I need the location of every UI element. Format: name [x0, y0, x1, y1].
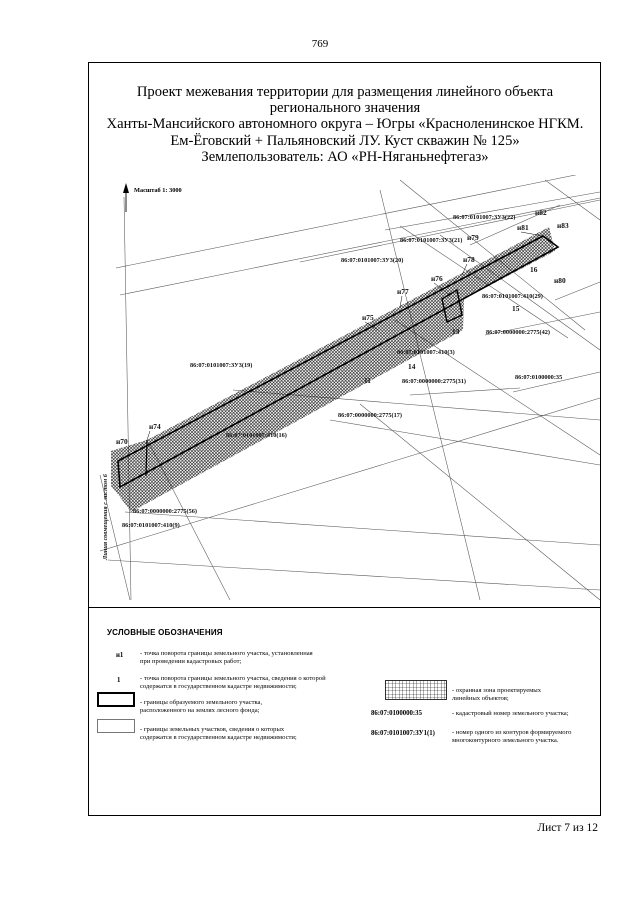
legend-text: - точка поворота границы земельного участка, установленная при проведении кадастровых работ; [140, 650, 313, 666]
point-label: 15 [512, 304, 520, 313]
point-label: н79 [467, 233, 479, 242]
legend-text: - границы образуемого земельного участка, расположенного на землях лесного фонда; [140, 699, 263, 715]
legend-text: - границы земельных участков, сведения о которых содержатся в государственном кадастре недвижимости; [140, 726, 297, 742]
point-label: н81 [517, 223, 529, 232]
map-scale: Масштаб 1: 3000 [134, 187, 182, 194]
point-label: 11 [364, 376, 371, 385]
title-line: Ханты-Мансийского автономного округа – Югры «Красноленинское НГКМ. [106, 116, 584, 133]
cadastral-map [89, 175, 601, 607]
title-line: Проект межевания территории для размещения линейного объекта [136, 84, 554, 100]
point-label: 16 [530, 265, 538, 274]
sheet-join-note: Линия совмещения с листом 6 [102, 474, 109, 560]
point-label: н83 [557, 221, 569, 230]
parcel-label: 86:07:0101007:ЗУ3(21) [400, 237, 463, 244]
point-label: н74 [149, 422, 161, 431]
parcel-label: 86:07:0000000:2775(17) [338, 412, 403, 419]
point-label: н75 [362, 313, 374, 322]
parcel-label: 86:07:0000000:2775(31) [402, 378, 467, 385]
legend-text: - кадастровый номер земельного участка; [452, 710, 569, 717]
point-label: н70 [116, 437, 128, 446]
legend-title: УСЛОВНЫЕ ОБОЗНАЧЕНИЯ [107, 628, 223, 637]
point-label: 13 [452, 327, 460, 336]
legend-symbol-contour-number: 86:07:0101007:ЗУ1(1) [371, 730, 435, 737]
point-label: 14 [408, 362, 416, 371]
parcel-label: 86:07:0000000:2775(56) [133, 508, 198, 515]
point-label: н77 [397, 287, 409, 296]
parcel-label: 86:07:0101007:410(29) [482, 293, 543, 300]
point-label: н80 [554, 276, 566, 285]
legend-symbol-new-point: н1 [116, 652, 124, 659]
legend-text: - охранная зона проектируемых линейных объектов; [452, 687, 542, 703]
legend-separator [89, 607, 601, 608]
legend-symbol-cadastre-point: 1 [117, 677, 121, 684]
parcel-label: 86:07:0101007:410(9) [122, 522, 180, 529]
drawing-title [100, 84, 590, 165]
parcel-label: 86:07:0101007:410(3) [397, 349, 455, 356]
parcel-label: 86:07:0101007:ЗУ3(19) [190, 362, 253, 369]
legend-text: - точка поворота границы земельного участка, сведения о которой содержатся в государственном кадастре недвижимости; [140, 675, 326, 691]
point-label: н76 [431, 274, 443, 283]
title-line: Землепользователь: АО «РН-Няганьнефтегаз» [201, 148, 489, 165]
sheet-counter: Лист 7 из 12 [537, 822, 598, 834]
legend-symbol-existing-parcel [97, 719, 135, 733]
parcel-label: 86:07:0000000:2775(42) [486, 329, 551, 336]
title-line: Ем-Ёговский + Пальяновский ЛУ. Куст скважин № 125» [170, 132, 520, 149]
point-label: н78 [463, 255, 475, 264]
page-number: 769 [311, 38, 329, 50]
title-line: регионального значения [269, 100, 421, 117]
parcel-label: 86:07:0100000:35 [515, 374, 563, 381]
parcel-label: 86:07:0101007:ЗУ3(20) [341, 257, 404, 264]
parcel-label: 86:07:0101007:410(16) [226, 432, 287, 439]
legend-symbol-cadastral-number: 86:07:0100000:35 [371, 710, 422, 717]
legend-symbol-protection-zone [385, 680, 447, 700]
parcel-label: 86:07:0101007:ЗУ3(22) [453, 214, 516, 221]
legend-symbol-formed-parcel [97, 692, 135, 707]
point-label: н82 [535, 208, 547, 217]
legend-text: - номер одного из контуров формируемого многоконтурного земельного участка. [452, 729, 572, 745]
